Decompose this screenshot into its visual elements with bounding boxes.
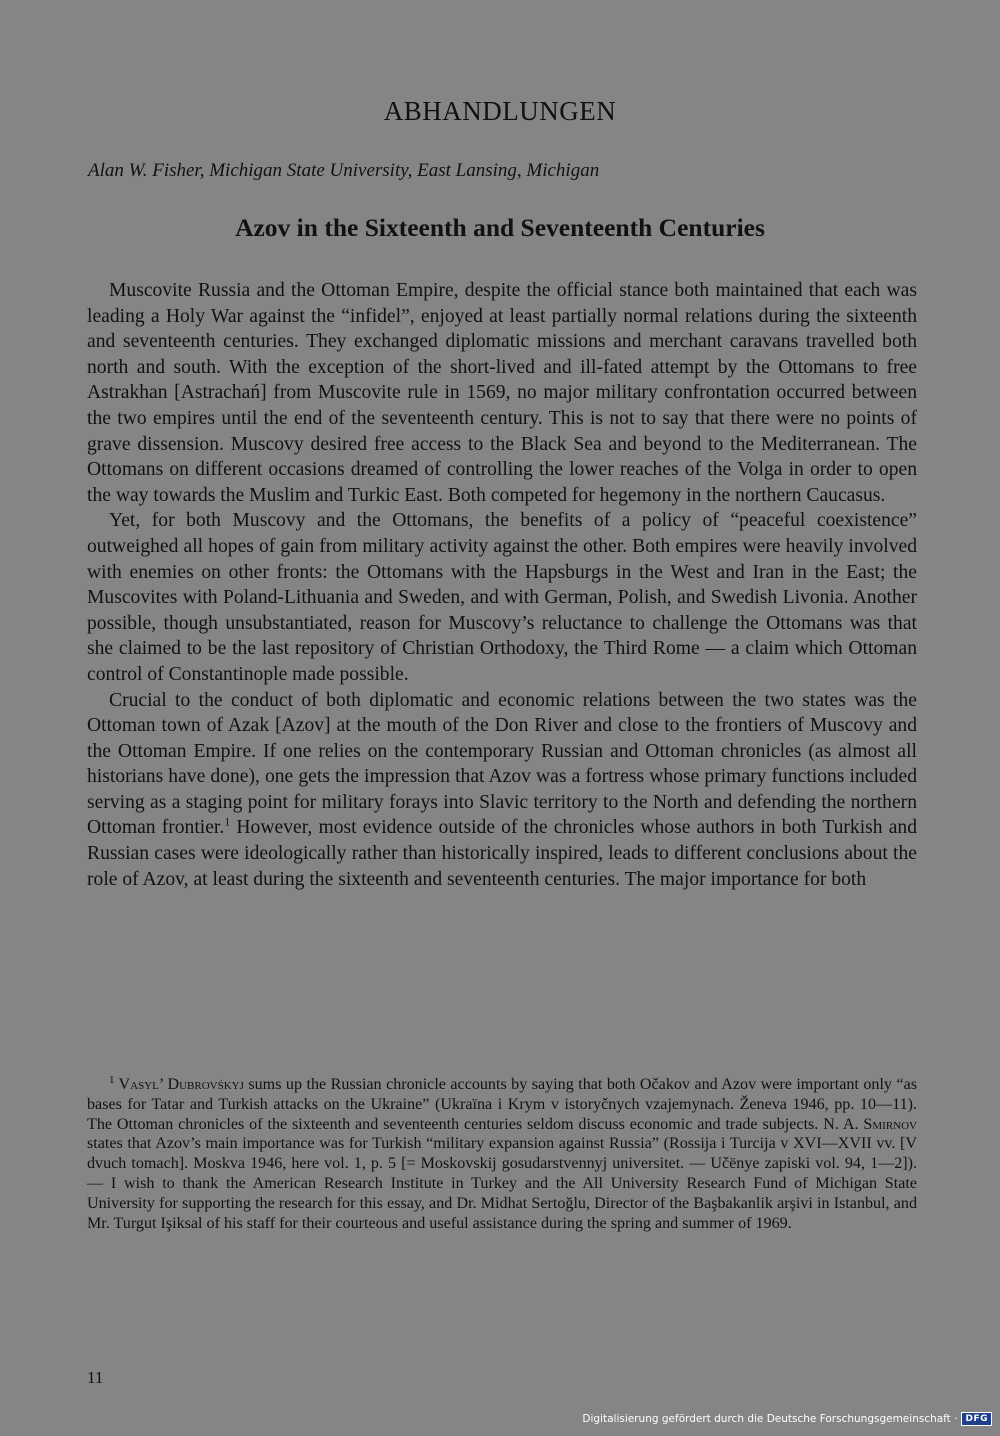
body-paragraph-text: Crucial to the conduct of both diplomatic and economic relations between the two states was the Ottoman town of Azak [Azov] at the mouth of the Don River and close to the frontiers of Muscovy and the Ottoman Empire. If one relies on the contemporary Russian and Ottoman chronicles (as almost all historians have done), one gets the impression that Azov was a fortress whose primary functions included serving as a staging point for military forays into Slavic territory to the North and defending the northern Ottoman frontier. [87,689,917,839]
footnote-text: sums up the Russian chronicle accounts by saying that both Očakov and Azov were important only “as bases for Tatar and Turkish attacks on the Ukraine” (Ukraïna i Krym v istoryčnych vzajemynach. Ženeva 1946, pp. 10—11). The Ottoman chronicles of the sixteenth and seventeenth centuries seldom discuss economic and trade subjects. N. A. [87,1076,918,1133]
footnote-author: Smirnov [863,1115,917,1133]
body-paragraph: Muscovite Russia and the Ottoman Empire, despite the official stance both maintained that each was leading a Holy War against the “infidel”, enjoyed at least partially normal relations during the sixteenth and seventeenth centuries. They exchanged diplomatic missions and merchant caravans travelled both north and south. With the exception of the short-lived and ill-fated attempt by the Ottomans to free Astrakhan [Astrachań] from Muscovite rule in 1569, no major military confrontation occurred between the two empires until the end of the seventeenth century. This is not to say that there were no points of grave dissension. Muscovy desired free access to the Black Sea and beyond to the Mediterranean. The Ottomans on different occasions dreamed of controlling the lower reaches of the Volga in order to open the way towards the Muslim and Turkic East. Both competed for hegemony in the northern Caucasus. [87,280,917,506]
footnote-text: states that Azov’s main importance was for Turkish “military expansion against Russia” (Rossija i Turcija v XVI—XVII vv. [V dvuch tomach]. Moskva 1946, here vol. 1, p. 5 [= Moskovskij gosudarstvennyj universitet. — Učënye zapiski vol. 94, 1—2]). — I wish to thank the American Research Institute in Turkey and the All University Research Fund of Michigan State University for supporting the research for this essay, and Dr. Midhat Sertoğlu, Director of the Başbakanlik arşivi in Istanbul, and Mr. Turgut Işiksal of his staff for their courteous and useful assistance during the spring and summer of 1969. [87,1135,917,1232]
footnote [87,1075,917,1233]
author-byline: Alan W. Fisher, Michigan State University, East Lansing, Michigan [88,160,600,181]
footnote-author: Vasyl’ Dubrovśkyj [118,1076,244,1093]
dfg-logo-icon: DFG [961,1412,992,1426]
section-heading: ABHANDLUNGEN [383,96,617,126]
footnote-number: 1 [109,1073,115,1086]
body-paragraph: Yet, for both Muscovy and the Ottomans, the benefits of a policy of “peaceful coexistence” outweighed all hopes of gain from military activity against the other. Both empires were heavily involved with enemies on other fronts: the Ottomans with the Hapsburgs in the West and Iran in the East; the Muscovites with Poland-Lithuania and Sweden, and with German, Polish, and Swedish Livonia. Another possible, though unsubstantiated, reason for Muscovy’s reluctance to challenge the Ottomans was that she claimed to be the last repository of Christian Orthodoxy, the Third Rome — a claim which Ottoman control of Constantinople made possible. [87,510,917,685]
body-paragraph [87,688,917,893]
article-title: Azov in the Sixteenth and Seventeenth Centuries [235,213,765,242]
body-paragraph-text: However, most evidence outside of the chronicles whose authors in both Turkish and Russian cases were ideologically rather than historically inspired, leads to different conclusions about the role of Azov, at least during the sixteenth and seventeenth centuries. The major importance for both [87,817,918,890]
digitization-banner [582,1412,992,1426]
page-number: 11 [87,1368,104,1387]
footnote-reference: 1 [224,814,231,829]
article-body [87,278,917,892]
digitization-credit: Digitalisierung gefördert durch die Deutsche Forschungsgemeinschaft · [582,1413,958,1425]
